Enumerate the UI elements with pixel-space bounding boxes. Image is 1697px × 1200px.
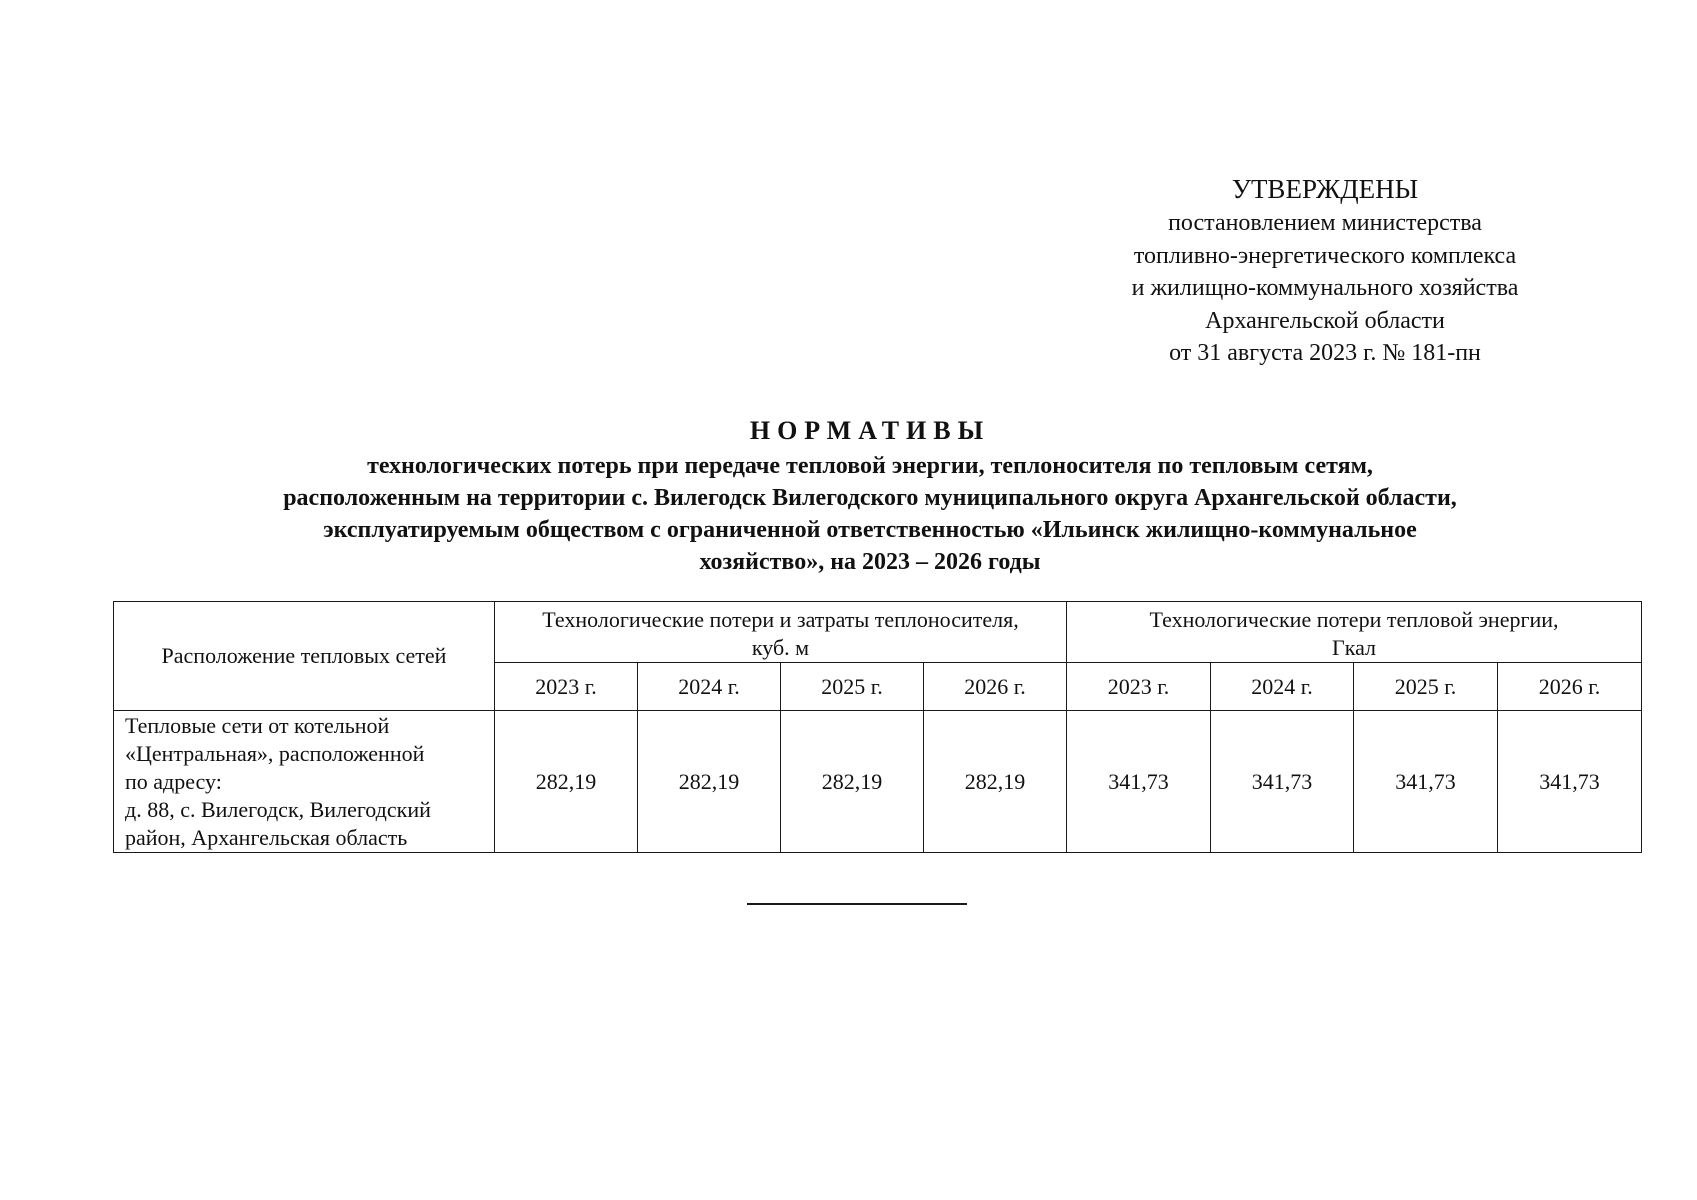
heat-year-header: 2024 г. — [1211, 663, 1354, 711]
heat-losses-header — [1067, 602, 1642, 663]
coolant-value-cell: 282,19 — [781, 711, 924, 853]
location-line: Тепловые сети от котельной — [125, 713, 390, 738]
coolant-value-cell: 282,19 — [495, 711, 638, 853]
document-heading — [160, 414, 1580, 578]
location-column-header: Расположение тепловых сетей — [114, 602, 495, 711]
coolant-year-header: 2023 г. — [495, 663, 638, 711]
location-line: «Центральная», расположенной — [125, 741, 425, 766]
heat-year-header: 2025 г. — [1354, 663, 1498, 711]
heat-value-cell: 341,73 — [1067, 711, 1211, 853]
location-line: по адресу: — [125, 769, 222, 794]
approval-line: Архангельской области — [1205, 307, 1445, 334]
approval-line: постановлением министерства — [1168, 210, 1482, 236]
table-header-row — [114, 602, 1642, 663]
document-title: НОРМАТИВЫ — [749, 416, 991, 445]
coolant-year-header: 2024 г. — [638, 663, 781, 711]
location-line: д. 88, с. Вилегодск, Вилегодский — [125, 797, 431, 822]
coolant-year-header: 2026 г. — [924, 663, 1067, 711]
document-subtitle-line: технологических потерь при передаче тепловой энергии, теплоносителя по тепловым сетям, — [367, 453, 1373, 479]
heat-losses-header-text: Технологические потери тепловой энергии, — [1149, 607, 1559, 632]
location-cell — [114, 711, 495, 853]
location-line: район, Архангельская область — [125, 825, 408, 850]
heat-value-cell: 341,73 — [1498, 711, 1642, 853]
document-subtitle-line: хозяйство», на 2023 – 2026 годы — [699, 549, 1041, 575]
coolant-value-cell: 282,19 — [924, 711, 1067, 853]
heat-losses-unit: Гкал — [1332, 635, 1377, 660]
end-of-document-rule — [747, 903, 967, 905]
approval-block — [1075, 172, 1575, 370]
coolant-losses-unit: куб. м — [751, 635, 810, 660]
coolant-year-header: 2025 г. — [781, 663, 924, 711]
approval-title: УТВЕРЖДЕНЫ — [1231, 174, 1419, 204]
document-subtitle-line: эксплуатируемым обществом с ограниченной ответственностью «Ильинск жилищно-коммунальное — [323, 517, 1417, 543]
coolant-losses-header — [495, 602, 1067, 663]
coolant-losses-header-text: Технологические потери и затраты теплоносителя, — [542, 607, 1019, 632]
heat-year-header: 2023 г. — [1067, 663, 1211, 711]
heat-year-header: 2026 г. — [1498, 663, 1642, 711]
approval-line: и жилищно-коммунального хозяйства — [1131, 275, 1519, 301]
norms-table — [113, 601, 1642, 853]
heat-value-cell: 341,73 — [1354, 711, 1498, 853]
document-subtitle-line: расположенным на территории с. Вилегодск Вилегодского муниципального округа Архангельской области, — [283, 485, 1457, 511]
approval-date-number: от 31 августа 2023 г. № 181-пн — [1169, 340, 1481, 366]
heat-value-cell: 341,73 — [1211, 711, 1354, 853]
table-row — [114, 711, 1642, 853]
approval-line: топливно-энергетического комплекса — [1133, 242, 1517, 269]
coolant-value-cell: 282,19 — [638, 711, 781, 853]
